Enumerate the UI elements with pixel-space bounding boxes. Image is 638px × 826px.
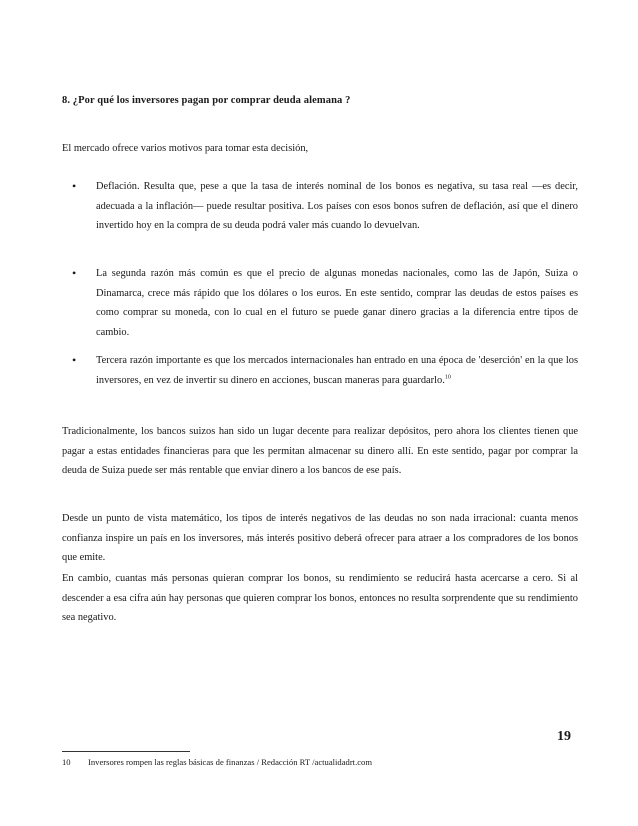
bullet-icon: • (72, 266, 77, 280)
bullet-icon: • (72, 353, 77, 367)
bullet-icon: • (72, 179, 77, 193)
list-item-text: La segunda razón más común es que el precio de algunas monedas nacionales, como las de Japón, Suiza o Dinamarca, crece más rápido que los dólares o los euros. En este sentido, comprar las deudas de estos países es como comprar su moneda, con lo cual en el futuro se puede ganar dinero gracias a la diferencia entre tipos de cambio. (96, 268, 578, 338)
paragraph-math-view: Desde un punto de vista matemático, los tipos de interés negativos de las deudas no son nada irracional: cuanta menos confianza inspire un país en los inversores, más interés positivo deberá ofrecer para atraer a los compradores de los bonos que emite. (62, 513, 578, 563)
paragraph-swiss-banks: Tradicionalmente, los bancos suizos han sido un lugar decente para realizar depósitos, pero ahora los clientes tienen que pagar a estas entidades financieras para que les permitan almacenar su dinero allí. En este sentido, pagar por comprar la deuda de Suiza puede ser más rentable que enviar dinero a los bancos de ese país. (62, 426, 578, 476)
footnote-divider (62, 751, 190, 752)
list-item-text: Deflación. Resulta que, pese a que la tasa de interés nominal de los bonos es negativa, su tasa real —es decir, adecuada a la inflación— puede resultar positiva. Los países con esos bonos sufren de deflación, así que el dinero invertido hoy en la compra de su deuda podrá valer más cuando lo devuelvan. (96, 181, 578, 231)
page-number: 19 (557, 729, 571, 744)
paragraph-yield: En cambio, cuantas más personas quieran comprar los bonos, su rendimiento se reducirá hasta acercarse a cero. Si al descender a esa cifra aún hay personas que quieren comprar los bonos, entonces no resulta sorprendente que su rendimiento sea negativo. (62, 573, 578, 623)
footnote (62, 757, 582, 767)
section-heading: 8. ¿Por qué los inversores pagan por comprar deuda alemana ? (62, 95, 351, 106)
footnote-text: Inversores rompen las reglas básicas de finanzas / Redacción RT /actualidadrt.com (88, 757, 373, 767)
list-item-text: Tercera razón importante es que los mercados internacionales han entrado en una época de 'deserción' en la que los inversores, en vez de invertir su dinero en acciones, buscan maneras para guardarlo. (96, 355, 578, 386)
footnote-reference: 10 (444, 374, 451, 381)
intro-paragraph: El mercado ofrece varios motivos para tomar esta decisión, (62, 143, 309, 154)
footnote-number: 10 (62, 757, 71, 767)
